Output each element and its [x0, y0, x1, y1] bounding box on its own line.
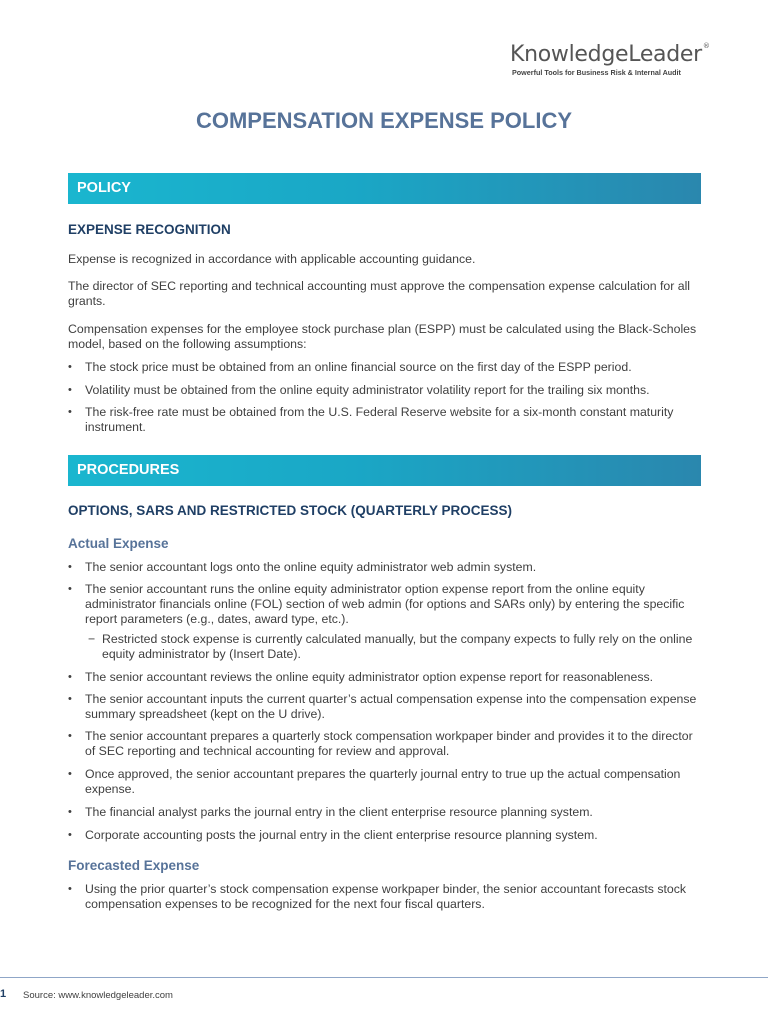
actual-bullet-8: • Corporate accounting posts the journal entry in the client enterprise resource planning system. [85, 828, 700, 843]
policy-bullet-1: • The stock price must be obtained from an online financial source on the first day of the ESPP period. [85, 360, 700, 375]
logo-word-knowledge: Knowledge [510, 42, 629, 67]
logo-wordmark [510, 42, 710, 67]
actual-bullet-5: • The senior accountant prepares a quarterly stock compensation workpaper binder and provides it to the director of SEC reporting and technical accounting for review and approval. [85, 729, 700, 759]
options-sars-heading: OPTIONS, SARS AND RESTRICTED STOCK (QUARTERLY PROCESS) [68, 503, 513, 518]
document-title: COMPENSATION EXPENSE POLICY [195, 108, 573, 133]
policy-paragraph-2: The director of SEC reporting and technical accounting must approve the compensation expense calculation for all grants. [68, 279, 691, 308]
policy-paragraph-1: Expense is recognized in accordance with applicable accounting guidance. [68, 252, 476, 266]
page-number: 1 [0, 988, 7, 1000]
knowledgeleader-logo [510, 42, 710, 77]
actual-sub-bullet: − Restricted stock expense is currently calculated manually, but the company expects to fully rely on the online equity administrator by (Insert Date). [102, 632, 700, 662]
policy-section-band [68, 173, 701, 204]
actual-bullet-7: • The financial analyst parks the journal entry in the client enterprise resource planning system. [85, 805, 700, 820]
forecast-bullet-1: • Using the prior quarter’s stock compensation expense workpaper binder, the senior accountant forecasts stock compensation expenses to be recognized for the next four fiscal quarters. [85, 882, 700, 912]
expense-recognition-heading: EXPENSE RECOGNITION [68, 222, 231, 237]
forecasted-expense-heading: Forecasted Expense [68, 858, 200, 873]
footer-divider [0, 977, 768, 978]
policy-paragraph-3: Compensation expenses for the employee stock purchase plan (ESPP) must be calculated using the Black-Scholes model, based on the following assumptions: [68, 322, 697, 351]
actual-bullet-3: • The senior accountant reviews the online equity administrator option expense report for reasonableness. [85, 670, 700, 685]
actual-bullet-4: • The senior accountant inputs the current quarter’s actual compensation expense into the compensation expense summary spreadsheet (kept on the U drive). [85, 692, 700, 722]
actual-bullet-6: • Once approved, the senior accountant prepares the quarterly journal entry to true up the actual compensation expense. [85, 767, 700, 797]
logo-word-leader: Leader [628, 42, 702, 67]
footer-source: Source: www.knowledgeleader.com [23, 990, 173, 1001]
logo-registered-mark: ® [702, 42, 710, 50]
actual-bullet-1: • The senior accountant logs onto the online equity administrator web admin system. [85, 560, 700, 575]
policy-bullet-2: • Volatility must be obtained from the online equity administrator volatility report for the trailing six months. [85, 383, 700, 398]
actual-expense-heading: Actual Expense [68, 536, 169, 551]
procedures-band-label: PROCEDURES [77, 462, 180, 478]
logo-tagline: Powerful Tools for Business Risk & Internal Audit [512, 68, 681, 77]
procedures-section-band [68, 455, 701, 486]
policy-band-label: POLICY [77, 180, 131, 196]
policy-bullet-3: • The risk-free rate must be obtained from the U.S. Federal Reserve website for a six-month constant maturity instrument. [85, 405, 700, 435]
actual-bullet-2: • The senior accountant runs the online equity administrator option expense report from the online equity administrator financials online (FOL) section of web admin (for options and SARs only) by entering the specific report parameters (e.g., dates, award type, etc.). [85, 582, 700, 627]
